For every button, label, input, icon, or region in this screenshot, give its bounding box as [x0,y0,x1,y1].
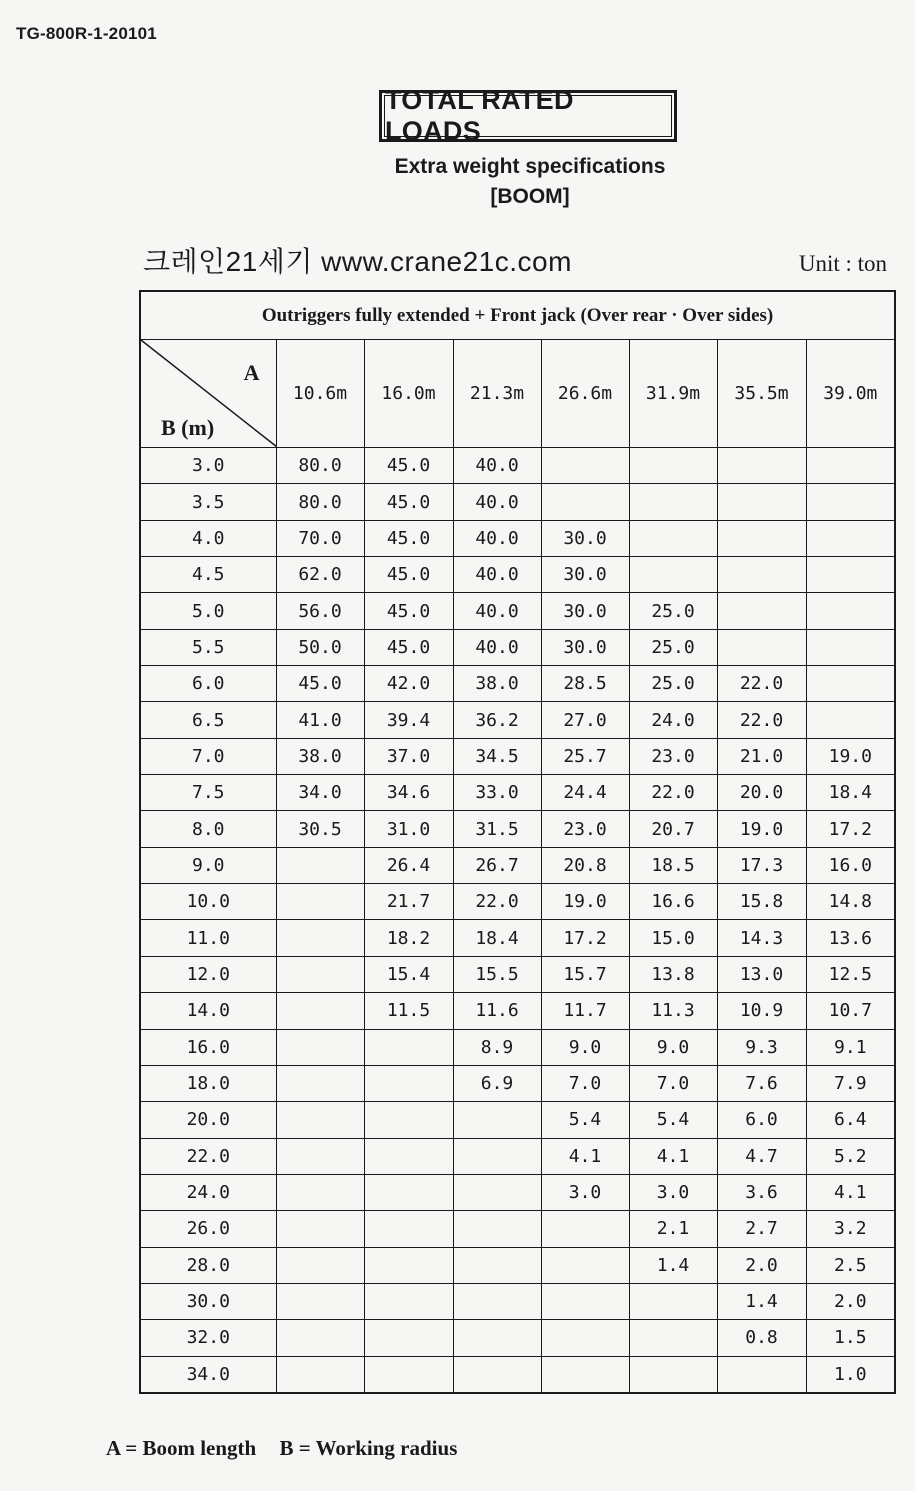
load-value-cell: 1.4 [629,1247,717,1283]
load-value-cell: 17.2 [541,920,629,956]
load-value-cell: 15.5 [453,956,541,992]
load-value-cell [453,1283,541,1319]
load-value-cell [717,593,806,629]
load-value-cell: 7.6 [717,1065,806,1101]
load-value-cell: 40.0 [453,484,541,520]
load-value-cell [276,884,364,920]
load-value-cell [364,1283,453,1319]
table-row [140,738,895,774]
load-value-cell [806,702,895,738]
load-value-cell: 26.4 [364,847,453,883]
load-value-cell: 17.2 [806,811,895,847]
page-title: TOTAL RATED LOADS [384,95,672,137]
load-value-cell: 40.0 [453,448,541,484]
working-radius-cell: 18.0 [140,1065,276,1101]
load-value-cell: 6.9 [453,1065,541,1101]
load-value-cell [806,593,895,629]
load-value-cell: 40.0 [453,520,541,556]
title-frame [379,85,677,146]
load-value-cell: 3.2 [806,1211,895,1247]
load-value-cell [806,666,895,702]
load-value-cell: 20.0 [717,775,806,811]
boom-length-header: 31.9m [629,340,717,448]
load-value-cell [364,1029,453,1065]
load-value-cell: 13.6 [806,920,895,956]
condition-header: Outriggers fully extended + Front jack (Over rear · Over sides) [140,291,895,340]
load-value-cell: 11.6 [453,993,541,1029]
load-value-cell: 23.0 [629,738,717,774]
load-value-cell: 36.2 [453,702,541,738]
load-value-cell [364,1211,453,1247]
working-radius-cell: 28.0 [140,1247,276,1283]
load-value-cell: 38.0 [276,738,364,774]
table-row [140,484,895,520]
load-value-cell [629,520,717,556]
load-value-cell [276,1320,364,1356]
table-row [140,593,895,629]
working-radius-cell: 5.0 [140,593,276,629]
load-value-cell: 45.0 [364,484,453,520]
load-value-cell: 15.8 [717,884,806,920]
table-row [140,1029,895,1065]
load-value-cell [541,1211,629,1247]
working-radius-cell: 32.0 [140,1320,276,1356]
load-value-cell [276,1029,364,1065]
table-row [140,847,895,883]
load-value-cell [806,520,895,556]
load-value-cell [629,484,717,520]
table-row [140,956,895,992]
load-value-cell: 19.0 [541,884,629,920]
table-row [140,1356,895,1393]
load-value-cell: 33.0 [453,775,541,811]
load-value-cell [806,629,895,665]
load-value-cell: 34.5 [453,738,541,774]
load-value-cell [364,1065,453,1101]
load-value-cell: 27.0 [541,702,629,738]
load-value-cell [453,1174,541,1210]
load-value-cell: 15.4 [364,956,453,992]
load-value-cell: 30.0 [541,557,629,593]
table-row [140,666,895,702]
load-value-cell: 25.7 [541,738,629,774]
load-value-cell: 19.0 [806,738,895,774]
table-row [140,1065,895,1101]
load-value-cell [364,1174,453,1210]
load-value-cell [629,557,717,593]
table-row [140,1247,895,1283]
load-value-cell: 22.0 [717,666,806,702]
load-value-cell: 80.0 [276,448,364,484]
load-value-cell: 11.7 [541,993,629,1029]
working-radius-cell: 3.5 [140,484,276,520]
load-value-cell [364,1247,453,1283]
load-value-cell: 14.8 [806,884,895,920]
load-value-cell [717,484,806,520]
load-value-cell: 21.0 [717,738,806,774]
table-row [140,1138,895,1174]
load-value-cell: 30.0 [541,593,629,629]
load-value-cell: 3.0 [629,1174,717,1210]
load-value-cell: 31.5 [453,811,541,847]
load-value-cell: 7.0 [541,1065,629,1101]
load-value-cell [717,448,806,484]
load-value-cell: 19.0 [717,811,806,847]
load-value-cell: 30.5 [276,811,364,847]
load-value-cell [717,557,806,593]
load-table-container [139,290,894,1394]
load-value-cell: 23.0 [541,811,629,847]
load-value-cell [453,1102,541,1138]
load-value-cell: 40.0 [453,593,541,629]
load-value-cell: 2.1 [629,1211,717,1247]
load-value-cell: 37.0 [364,738,453,774]
load-value-cell: 9.3 [717,1029,806,1065]
load-value-cell: 24.4 [541,775,629,811]
load-value-cell [453,1356,541,1393]
load-value-cell: 25.0 [629,666,717,702]
load-value-cell [364,1138,453,1174]
load-table-body [140,448,895,1394]
unit-label: Unit : ton [798,251,887,276]
load-value-cell: 5.2 [806,1138,895,1174]
load-value-cell: 2.7 [717,1211,806,1247]
load-value-cell: 22.0 [717,702,806,738]
boom-length-header: 16.0m [364,340,453,448]
load-value-cell: 7.9 [806,1065,895,1101]
working-radius-cell: 6.5 [140,702,276,738]
load-value-cell [276,956,364,992]
load-value-cell: 22.0 [629,775,717,811]
working-radius-cell: 5.5 [140,629,276,665]
load-value-cell [453,1247,541,1283]
load-value-cell: 6.4 [806,1102,895,1138]
working-radius-cell: 30.0 [140,1283,276,1319]
load-value-cell: 4.1 [629,1138,717,1174]
working-radius-cell: 14.0 [140,993,276,1029]
load-value-cell [276,1356,364,1393]
working-radius-cell: 26.0 [140,1211,276,1247]
table-row [140,1174,895,1210]
load-value-cell: 5.4 [629,1102,717,1138]
corner-a-label: A [243,360,260,385]
load-value-cell: 50.0 [276,629,364,665]
load-value-cell: 15.0 [629,920,717,956]
legend-b: B = Working radius [279,1436,458,1460]
load-value-cell [364,1356,453,1393]
watermark-text: 크레인21세기 www.crane21c.com [143,246,572,277]
load-value-cell: 42.0 [364,666,453,702]
load-value-cell: 18.2 [364,920,453,956]
load-value-cell [629,1283,717,1319]
load-value-cell: 38.0 [453,666,541,702]
load-value-cell: 70.0 [276,520,364,556]
legend-a: A = Boom length [106,1436,257,1460]
table-row [140,520,895,556]
boom-length-header: 10.6m [276,340,364,448]
load-value-cell: 7.0 [629,1065,717,1101]
load-value-cell [806,484,895,520]
load-value-cell [276,1283,364,1319]
load-value-cell: 13.0 [717,956,806,992]
working-radius-cell: 9.0 [140,847,276,883]
load-value-cell [276,1211,364,1247]
load-value-cell: 9.0 [541,1029,629,1065]
load-value-cell: 18.5 [629,847,717,883]
load-value-cell: 22.0 [453,884,541,920]
corner-cell [140,340,276,448]
working-radius-cell: 3.0 [140,448,276,484]
load-value-cell: 14.3 [717,920,806,956]
load-value-cell [453,1211,541,1247]
load-value-cell: 16.0 [806,847,895,883]
load-value-cell: 40.0 [453,629,541,665]
load-value-cell: 11.5 [364,993,453,1029]
load-value-cell: 25.0 [629,629,717,665]
load-value-cell [364,1320,453,1356]
working-radius-cell: 6.0 [140,666,276,702]
load-value-cell: 11.3 [629,993,717,1029]
load-value-cell: 20.8 [541,847,629,883]
working-radius-cell: 4.5 [140,557,276,593]
load-value-cell [276,1102,364,1138]
subtitle: Extra weight specifications [394,155,666,178]
boom-label: [BOOM] [490,185,570,208]
load-value-cell: 21.7 [364,884,453,920]
load-value-cell: 34.0 [276,775,364,811]
load-value-cell: 1.4 [717,1283,806,1319]
working-radius-cell: 7.5 [140,775,276,811]
load-value-cell: 25.0 [629,593,717,629]
load-value-cell [541,1283,629,1319]
load-value-cell: 4.7 [717,1138,806,1174]
load-value-cell: 3.6 [717,1174,806,1210]
load-value-cell [806,448,895,484]
load-value-cell [364,1102,453,1138]
table-row [140,1283,895,1319]
load-value-cell: 18.4 [806,775,895,811]
boom-length-header: 35.5m [717,340,806,448]
load-value-cell [276,920,364,956]
load-value-cell: 45.0 [364,448,453,484]
working-radius-cell: 24.0 [140,1174,276,1210]
table-row [140,1320,895,1356]
boom-length-header: 39.0m [806,340,895,448]
boom-length-header-row [140,340,895,448]
load-value-cell [541,1356,629,1393]
table-row [140,993,895,1029]
corner-b-label: B (m) [161,415,215,440]
load-value-cell: 30.0 [541,520,629,556]
load-value-cell: 4.1 [541,1138,629,1174]
load-value-cell: 4.1 [806,1174,895,1210]
boom-length-header: 26.6m [541,340,629,448]
load-value-cell: 5.4 [541,1102,629,1138]
working-radius-cell: 10.0 [140,884,276,920]
load-value-cell [453,1320,541,1356]
load-value-cell: 34.6 [364,775,453,811]
load-value-cell: 18.4 [453,920,541,956]
working-radius-cell: 11.0 [140,920,276,956]
load-value-cell: 2.5 [806,1247,895,1283]
load-value-cell: 12.5 [806,956,895,992]
load-value-cell [806,557,895,593]
load-value-cell: 2.0 [717,1247,806,1283]
load-value-cell [276,1065,364,1101]
load-value-cell [629,1356,717,1393]
load-value-cell [629,1320,717,1356]
load-value-cell: 80.0 [276,484,364,520]
load-value-cell: 17.3 [717,847,806,883]
working-radius-cell: 20.0 [140,1102,276,1138]
load-value-cell: 16.6 [629,884,717,920]
load-value-cell [629,448,717,484]
table-row [140,557,895,593]
load-value-cell: 40.0 [453,557,541,593]
load-value-cell: 56.0 [276,593,364,629]
load-value-cell: 9.1 [806,1029,895,1065]
load-value-cell [541,448,629,484]
load-value-cell: 20.7 [629,811,717,847]
load-value-cell: 24.0 [629,702,717,738]
working-radius-cell: 16.0 [140,1029,276,1065]
working-radius-cell: 22.0 [140,1138,276,1174]
load-value-cell: 1.5 [806,1320,895,1356]
load-value-cell: 9.0 [629,1029,717,1065]
load-value-cell: 45.0 [276,666,364,702]
load-value-cell: 45.0 [364,557,453,593]
load-value-cell: 10.7 [806,993,895,1029]
load-value-cell [276,847,364,883]
table-row [140,702,895,738]
load-value-cell: 39.4 [364,702,453,738]
load-value-cell: 15.7 [541,956,629,992]
document-code: TG-800R-1-20101 [16,24,157,43]
load-value-cell: 6.0 [717,1102,806,1138]
load-value-cell [541,1247,629,1283]
load-value-cell: 26.7 [453,847,541,883]
load-value-cell: 45.0 [364,520,453,556]
load-value-cell: 41.0 [276,702,364,738]
load-value-cell [276,1138,364,1174]
working-radius-cell: 4.0 [140,520,276,556]
load-value-cell: 28.5 [541,666,629,702]
load-value-cell: 45.0 [364,629,453,665]
load-table [139,290,896,1394]
load-value-cell: 10.9 [717,993,806,1029]
load-value-cell: 1.0 [806,1356,895,1393]
table-row [140,1211,895,1247]
load-value-cell: 45.0 [364,593,453,629]
load-value-cell: 13.8 [629,956,717,992]
table-row [140,811,895,847]
load-value-cell: 30.0 [541,629,629,665]
load-value-cell: 0.8 [717,1320,806,1356]
load-value-cell [717,1356,806,1393]
load-value-cell: 62.0 [276,557,364,593]
table-row [140,629,895,665]
table-row [140,1102,895,1138]
load-value-cell [453,1138,541,1174]
load-value-cell [541,484,629,520]
table-row [140,448,895,484]
load-value-cell: 3.0 [541,1174,629,1210]
boom-length-header: 21.3m [453,340,541,448]
load-value-cell [541,1320,629,1356]
working-radius-cell: 34.0 [140,1356,276,1393]
load-value-cell [276,993,364,1029]
load-value-cell: 8.9 [453,1029,541,1065]
load-value-cell [717,520,806,556]
load-value-cell: 2.0 [806,1283,895,1319]
load-value-cell [276,1174,364,1210]
working-radius-cell: 7.0 [140,738,276,774]
table-row [140,884,895,920]
load-value-cell: 31.0 [364,811,453,847]
legend [106,1436,457,1461]
table-row [140,775,895,811]
working-radius-cell: 12.0 [140,956,276,992]
load-value-cell [276,1247,364,1283]
table-row [140,920,895,956]
load-value-cell [717,629,806,665]
working-radius-cell: 8.0 [140,811,276,847]
